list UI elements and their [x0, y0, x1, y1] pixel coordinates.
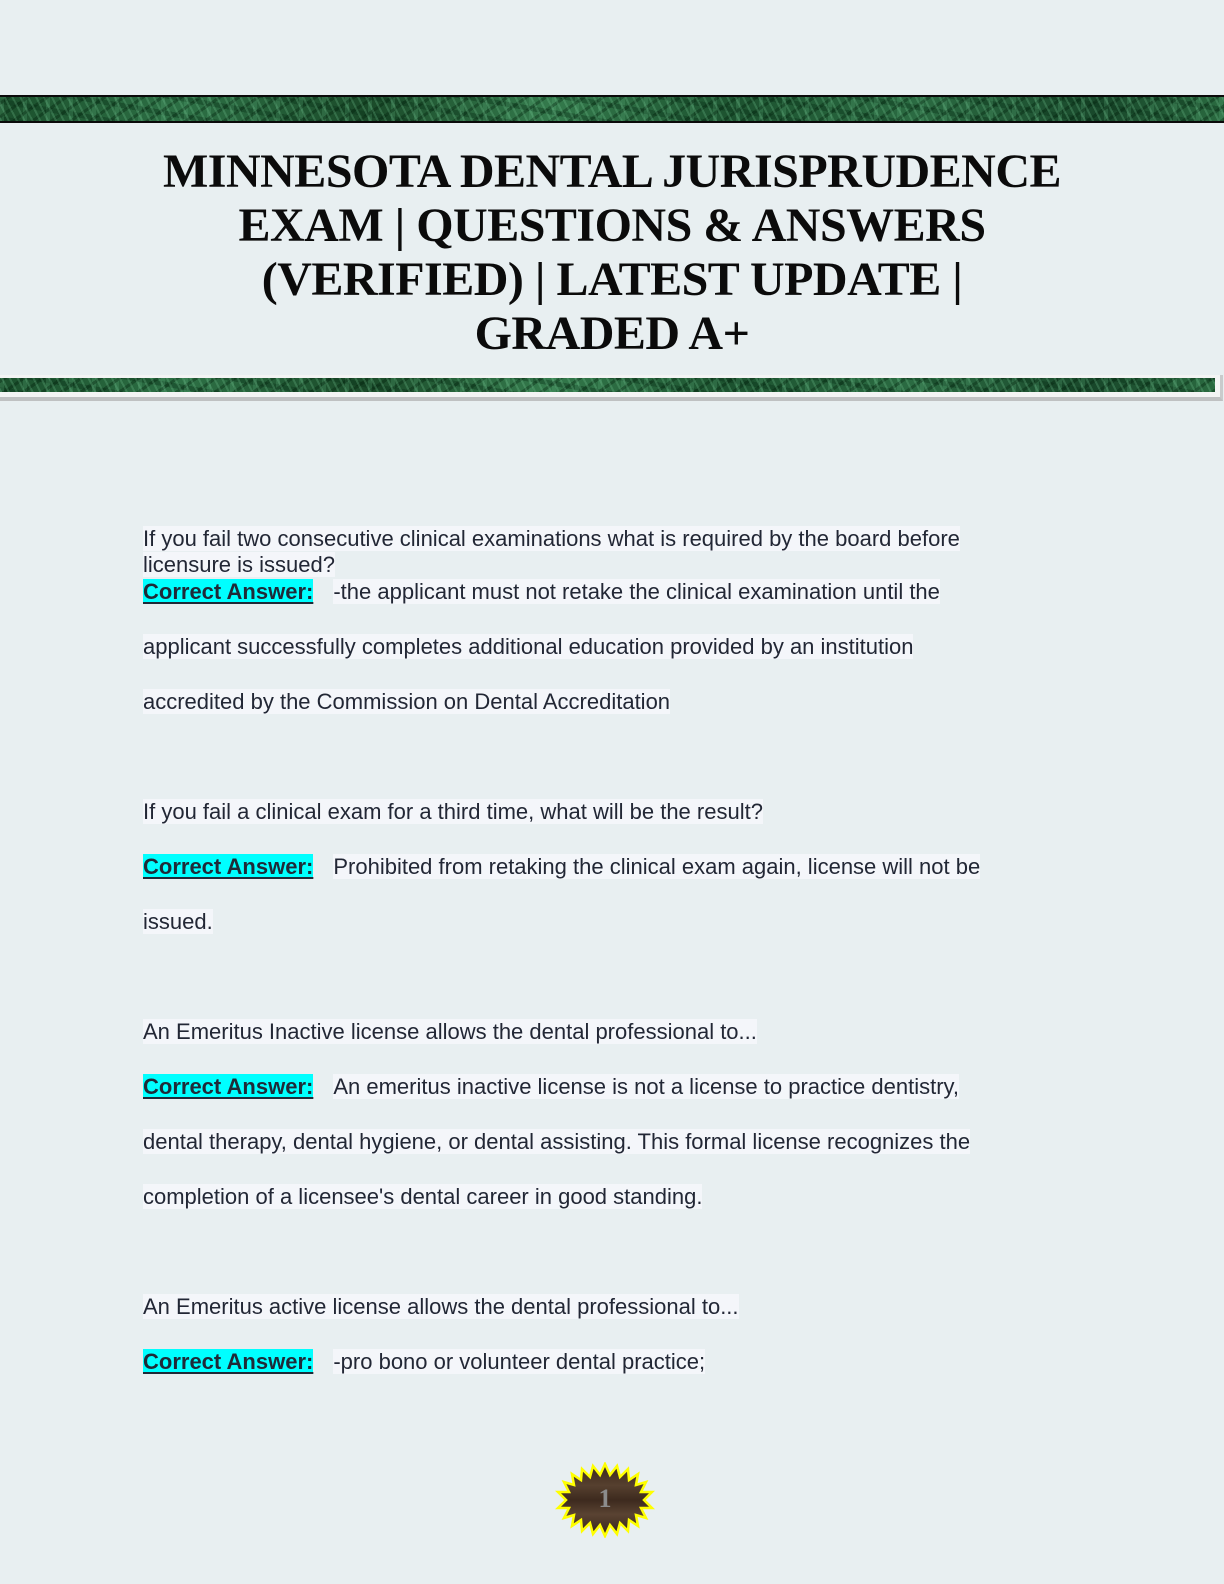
- title-line-3: (VERIFIED) | LATEST UPDATE |: [261, 253, 963, 306]
- answer-1-text-3: accredited by the Commission on Dental Accreditation: [143, 689, 671, 714]
- correct-answer-label: Correct Answer:: [143, 854, 314, 879]
- answer-1-line-3: [143, 688, 1083, 743]
- answer-1-text-2: applicant successfully completes additional education provided by an institution: [143, 634, 914, 659]
- top-decorative-banner: [0, 95, 1224, 123]
- question-3: [143, 1018, 1083, 1073]
- title-line-1: MINNESOTA DENTAL JURISPRUDENCE: [162, 145, 1062, 198]
- question-4-text: An Emeritus active license allows the dental professional to...: [143, 1294, 739, 1319]
- answer-3-line-3: [143, 1183, 1083, 1238]
- answer-2-line-2: [143, 908, 1083, 963]
- correct-answer-label: Correct Answer:: [143, 1074, 314, 1099]
- qa-item-2: [143, 798, 1083, 963]
- qa-item-3: [143, 1018, 1083, 1238]
- bottom-decorative-banner: [0, 378, 1215, 392]
- answer-4-text-1: -pro bono or volunteer dental practice;: [333, 1349, 706, 1374]
- answer-1-line-1: [143, 578, 1083, 633]
- question-2-text: If you fail a clinical exam for a third time, what will be the result?: [143, 799, 763, 824]
- answer-3-line-1: [143, 1073, 1083, 1128]
- qa-content: [143, 526, 1083, 1403]
- answer-2-line-1: [143, 853, 1083, 908]
- correct-answer-label: Correct Answer:: [143, 1349, 314, 1374]
- question-1-line-2: licensure is issued?: [143, 552, 335, 577]
- question-1: [143, 526, 1083, 578]
- answer-2-text-2: issued.: [143, 909, 213, 934]
- question-1-line-1: If you fail two consecutive clinical examinations what is required by the board before: [143, 526, 960, 551]
- answer-1-line-2: [143, 633, 1083, 688]
- title-block: [0, 123, 1224, 378]
- question-2: [143, 798, 1083, 853]
- qa-item-1: [143, 526, 1083, 743]
- document-title: [100, 145, 1124, 361]
- bottom-banner-frame: [0, 375, 1223, 401]
- page-number: 1: [598, 1484, 612, 1513]
- qa-item-4: [143, 1293, 1083, 1403]
- page-number-badge: [555, 1462, 655, 1538]
- question-4: [143, 1293, 1083, 1348]
- title-line-4: GRADED A+: [474, 307, 750, 360]
- answer-4-line-1: [143, 1348, 1083, 1403]
- answer-3-text-3: completion of a licensee's dental career in good standing.: [143, 1184, 703, 1209]
- answer-3-line-2: [143, 1128, 1083, 1183]
- question-3-text: An Emeritus Inactive license allows the dental professional to...: [143, 1019, 757, 1044]
- answer-3-text-2: dental therapy, dental hygiene, or dental assisting. This formal license recognizes the: [143, 1129, 971, 1154]
- title-line-2: EXAM | QUESTIONS & ANSWERS: [238, 199, 986, 252]
- answer-1-text-1: -the applicant must not retake the clinical examination until the: [333, 579, 940, 604]
- correct-answer-label: Correct Answer:: [143, 579, 314, 604]
- answer-2-text-1: Prohibited from retaking the clinical exam again, license will not be: [333, 854, 981, 879]
- answer-3-text-1: An emeritus inactive license is not a license to practice dentistry,: [333, 1074, 960, 1099]
